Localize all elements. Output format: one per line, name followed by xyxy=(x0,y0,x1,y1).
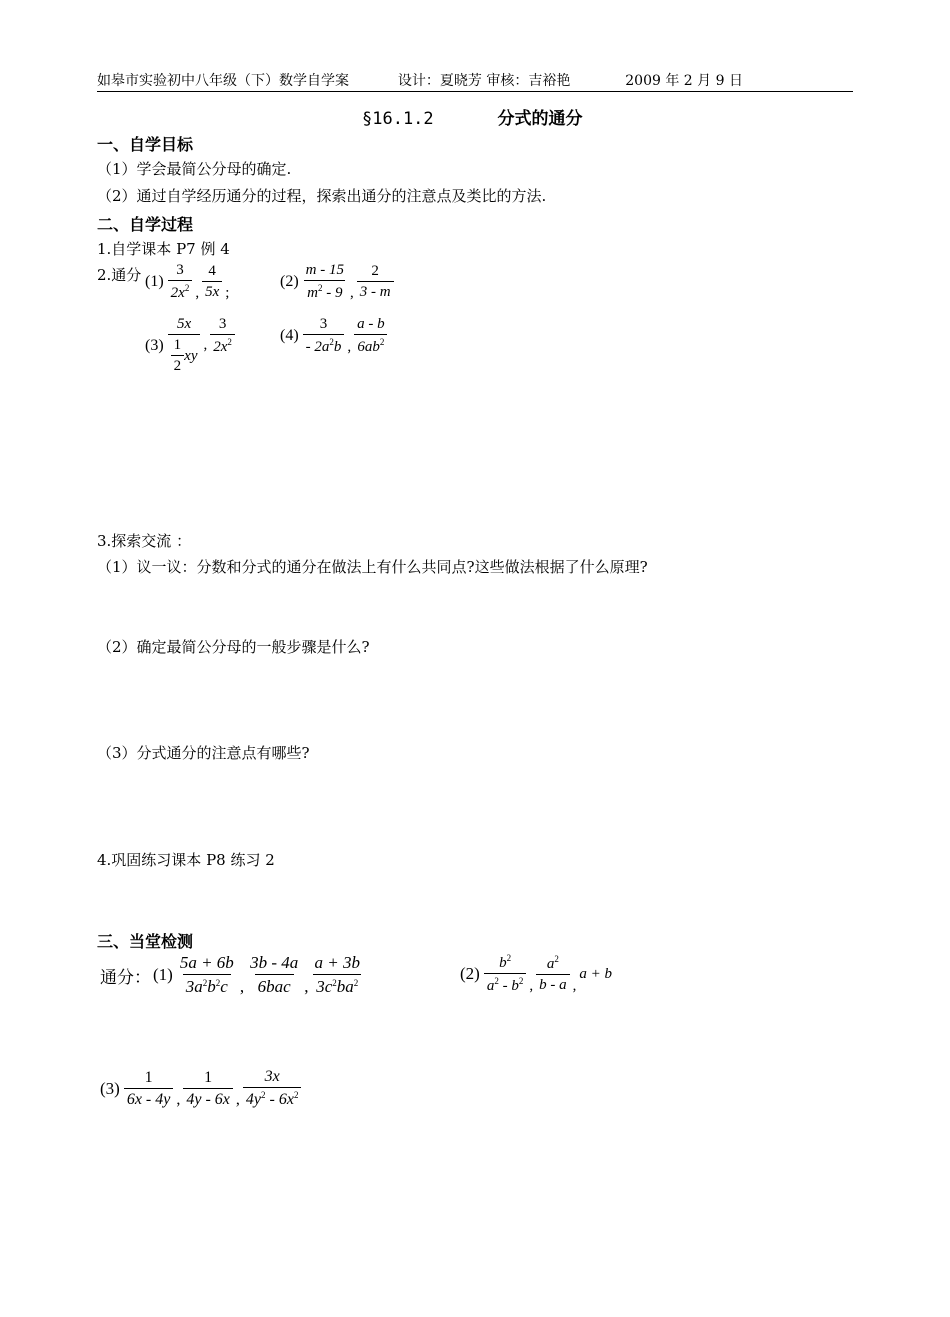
denominator: 6x - 4y xyxy=(124,1088,174,1109)
header-design: 设计：夏晓芳 审核：吉裕艳 xyxy=(397,73,571,89)
inner-denominator: 2 xyxy=(171,355,185,375)
fraction xyxy=(484,953,527,995)
title-text: 分式的通分 xyxy=(497,109,583,129)
goal-2: （2）通过自学经历通分的过程，探索出通分的注意点及类比的方法. xyxy=(97,187,547,205)
denominator: $2x^2$ xyxy=(210,334,235,356)
comma: , xyxy=(529,978,534,994)
comma: , xyxy=(347,339,352,355)
section1-heading: 一、自学目标 xyxy=(97,135,194,154)
denominator: $6ab^2$ xyxy=(354,334,387,356)
fraction xyxy=(210,316,235,356)
test-2 xyxy=(460,953,612,995)
denominator: 6bac xyxy=(255,974,294,997)
numerator: 3b - 4a xyxy=(250,953,299,972)
denominator: $2x^2$ xyxy=(168,280,193,302)
comma: , xyxy=(235,1091,240,1108)
fraction xyxy=(536,954,570,994)
denominator: $3a^2b^2c$ xyxy=(183,974,231,997)
item-2: 2.通分 xyxy=(97,266,142,284)
numerator: 3x xyxy=(264,1068,280,1085)
label-3: (3) xyxy=(100,1078,120,1098)
exercise-2-3 xyxy=(145,316,237,375)
comma: , xyxy=(203,337,208,353)
header-school: 如皋市实验初中八年级（下）数学自学案 xyxy=(97,73,349,89)
header-date: 2009 年 2 月 9 日 xyxy=(625,73,743,89)
semicolon: ; xyxy=(225,285,230,301)
numerator: 1 xyxy=(144,1068,153,1086)
label-1: (1) xyxy=(153,965,173,984)
comma: , xyxy=(239,977,245,996)
numerator: $b^2$ xyxy=(499,953,512,971)
fraction xyxy=(168,262,193,302)
denominator: - $2a^2b$ xyxy=(303,334,345,356)
fraction xyxy=(354,316,388,356)
label-1: (1) xyxy=(145,273,164,290)
fraction xyxy=(124,1069,174,1109)
exercise-2-4 xyxy=(280,316,390,356)
comma: , xyxy=(349,285,354,301)
numerator: 5a + 6b xyxy=(179,953,234,972)
denominator: $a^2 - b^2$ xyxy=(484,973,527,995)
comma: , xyxy=(572,978,577,994)
question-3: （3）分式通分的注意点有哪些? xyxy=(97,744,310,762)
fraction xyxy=(303,262,347,302)
comma: , xyxy=(176,1091,181,1108)
question-1: （1）议一议：分数和分式的通分在做法上有什么共同点?这些做法根据了什么原理? xyxy=(97,558,648,576)
section-code: §16.1.2 xyxy=(362,109,434,129)
fraction xyxy=(311,953,362,997)
numerator: 3 xyxy=(176,262,184,278)
fraction xyxy=(357,263,394,301)
test-lead: 通分： xyxy=(100,967,151,987)
label-2: (2) xyxy=(280,273,299,290)
fraction xyxy=(183,1069,233,1109)
compound-fraction xyxy=(168,316,201,375)
denominator: $3c^2ba^2$ xyxy=(313,974,361,997)
item-1: 1.自学课本 P7 例 4 xyxy=(97,240,230,258)
comma: , xyxy=(195,285,200,301)
numerator: 1 xyxy=(204,1068,213,1086)
exercise-2-1 xyxy=(145,262,230,302)
page-title xyxy=(362,104,583,129)
inner-numerator: 1 xyxy=(173,337,182,353)
fraction xyxy=(177,953,237,997)
numerator: 4 xyxy=(208,263,216,279)
numerator: a + 3b xyxy=(314,953,360,972)
label-3: (3) xyxy=(145,336,164,354)
test-3 xyxy=(100,1068,303,1109)
numerator: 3 xyxy=(218,316,227,332)
item-4: 4.巩固练习课本 P8 练习 2 xyxy=(97,851,275,869)
header-rule xyxy=(97,91,853,92)
numerator: 3 xyxy=(319,316,328,332)
exercise-2-2 xyxy=(280,262,396,302)
numerator: m - 15 xyxy=(305,262,344,278)
denominator: $m^2 - 9$ xyxy=(304,280,345,302)
numerator: 2 xyxy=(371,263,379,279)
inner-fraction xyxy=(171,337,185,375)
label-4: (4) xyxy=(280,327,299,344)
denominator: b - a xyxy=(536,974,570,994)
numerator: $a^2$ xyxy=(546,954,559,972)
section2-heading: 二、自学过程 xyxy=(97,215,194,234)
numerator: a - b xyxy=(357,316,385,332)
fraction xyxy=(202,263,222,301)
section3-heading: 三、当堂检测 xyxy=(97,932,194,951)
page-header xyxy=(97,70,743,90)
question-2: （2）确定最简公分母的一般步骤是什么? xyxy=(97,638,370,656)
denominator: $4y^2 - 6x^2$ xyxy=(243,1087,302,1109)
denominator: 5x xyxy=(202,281,222,301)
comma: , xyxy=(304,977,309,996)
denominator: 3 - m xyxy=(357,281,394,301)
term-a-plus-b: a + b xyxy=(579,965,612,982)
numerator: 5x xyxy=(176,316,192,332)
denominator: 4y - 6x xyxy=(183,1088,233,1109)
label-2: (2) xyxy=(460,964,480,983)
denominator: $\frac{1}{2}$ xy xyxy=(168,334,201,375)
fraction xyxy=(303,316,345,356)
fraction xyxy=(243,1068,302,1109)
goal-1: （1）学会最简公分母的确定. xyxy=(97,160,292,178)
test-1 xyxy=(100,953,365,997)
item-3: 3.探索交流 ： xyxy=(97,532,192,550)
fraction xyxy=(247,953,301,997)
